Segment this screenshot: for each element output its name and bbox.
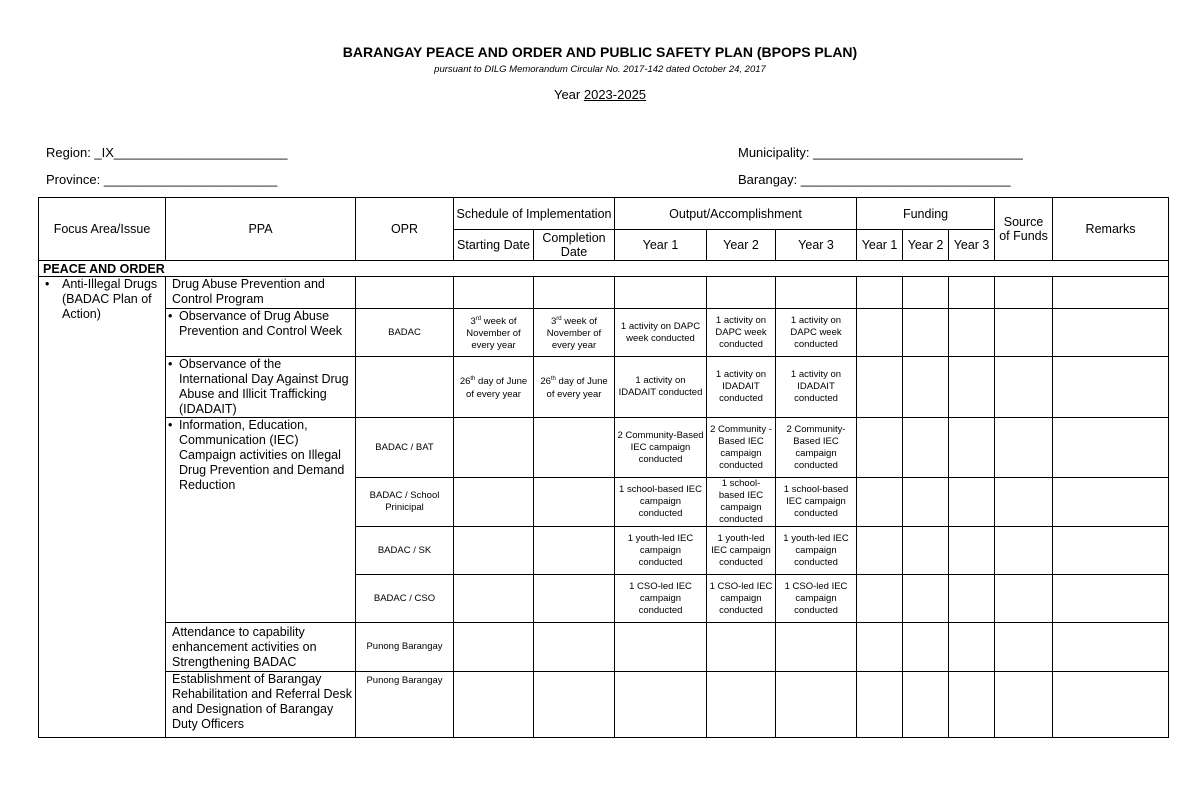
col-funding-year3: Year 3 [949,230,995,261]
section-row [39,261,1169,277]
document-title: BARANGAY PEACE AND ORDER AND PUBLIC SAFETY PLAN (BPOPS PLAN) [342,44,858,60]
col-funding-year2: Year 2 [903,230,949,261]
output-year2-cell: 2 Community -Based IEC campaign conducted [707,418,776,478]
plan-year-value: 2023-2025 [583,87,647,102]
document-subtitle: pursuant to DILG Memorandum Circular No. 2017-142 dated October 24, 2017 [434,64,766,75]
output-year2-cell: 1 school-based IEC campaign conducted [707,478,776,527]
starting-date-cell: 26th day of June of every year [454,357,534,418]
opr-cell: BADAC / School Prinicipal [356,478,454,527]
table-row [39,623,1169,672]
bullet-icon: • [168,418,173,432]
output-year2-cell: 1 activity on IDADAIT conducted [707,357,776,418]
col-funding-year1: Year 1 [857,230,903,261]
output-year3-cell: 1 activity on DAPC week conducted [776,309,857,357]
col-output: Output/Accomplishment [615,198,857,230]
output-year1-cell: 1 activity on DAPC week conducted [615,309,707,357]
output-year3-cell: 1 CSO-led IEC campaign conducted [776,575,857,623]
col-starting-date: Starting Date [454,230,534,261]
opr-cell: BADAC [356,309,454,357]
ppa-dapc-week: • Observance of Drug Abuse Prevention and Control Week [166,309,356,357]
municipality-field: Municipality: _____________________________ [738,145,1023,160]
col-source-funds: Source of Funds [995,198,1053,261]
col-funding: Funding [857,198,995,230]
opr-cell: Punong Barangay [356,623,454,672]
ppa-attendance: Attendance to capability enhancement activities on Strengthening BADAC [166,623,356,672]
barangay-field: Barangay: _____________________________ [738,172,1011,187]
bullet-icon: • [168,309,173,323]
section-title: PEACE AND ORDER [39,261,1169,277]
bpops-table [38,197,1169,738]
col-completion-date: Completion Date [534,230,615,261]
table-row [39,672,1169,738]
col-focus-area: Focus Area/Issue [39,198,166,261]
ppa-iec-campaign: • Information, Education, Communication (IEC) Campaign activities on Illegal Drug Prevention and Demand Reduction [166,418,356,623]
col-output-year1: Year 1 [615,230,707,261]
focus-area-cell [39,277,166,738]
ppa-idadait: • Observance of the International Day Against Drug Abuse and Illicit Trafficking (IDADAIT) [166,357,356,418]
completion-date-cell: 3rd week of November of every year [534,309,615,357]
bullet-icon: • [45,277,50,291]
table-row [39,277,1169,309]
opr-cell: Punong Barangay [356,672,454,738]
ppa-establishment: Establishment of Barangay Rehabilitation and Referral Desk and Designation of Barangay Duty Officers [166,672,356,738]
output-year3-cell: 1 activity on IDADAIT conducted [776,357,857,418]
output-year1-cell: 2 Community-Based IEC campaign conducted [615,418,707,478]
col-output-year2: Year 2 [707,230,776,261]
opr-cell: BADAC / CSO [356,575,454,623]
output-year1-cell: 1 youth-led IEC campaign conducted [615,527,707,575]
bullet-icon: • [168,357,173,371]
output-year2-cell: 1 youth-led IEC campaign conducted [707,527,776,575]
starting-date-cell: 3rd week of November of every year [454,309,534,357]
output-year3-cell: 2 Community-Based IEC campaign conducted [776,418,857,478]
focus-area-subtitle: (BADAC Plan of Action) [62,292,152,321]
ppa-program: Drug Abuse Prevention and Control Program [166,277,356,309]
table-row [39,357,1169,418]
output-year1-cell: 1 CSO-led IEC campaign conducted [615,575,707,623]
col-remarks: Remarks [1053,198,1169,261]
header-row-1 [39,198,1169,230]
col-output-year3: Year 3 [776,230,857,261]
output-year3-cell: 1 youth-led IEC campaign conducted [776,527,857,575]
output-year1-cell: 1 activity on IDADAIT conducted [615,357,707,418]
col-opr: OPR [356,198,454,261]
opr-cell: BADAC / BAT [356,418,454,478]
plan-year: Year 2023-2025 [553,87,647,102]
col-schedule: Schedule of Implementation [454,198,615,230]
table-row [39,418,1169,478]
province-field: Province: ________________________ [46,172,278,187]
table-row [39,309,1169,357]
col-ppa: PPA [166,198,356,261]
completion-date-cell: 26th day of June of every year [534,357,615,418]
output-year2-cell: 1 CSO-led IEC campaign conducted [707,575,776,623]
focus-area-title: Anti-Illegal Drugs [62,277,158,291]
output-year3-cell: 1 school-based IEC campaign conducted [776,478,857,527]
output-year1-cell: 1 school-based IEC campaign conducted [615,478,707,527]
region-field: Region: _IX________________________ [46,145,288,160]
output-year2-cell: 1 activity on DAPC week conducted [707,309,776,357]
opr-cell: BADAC / SK [356,527,454,575]
